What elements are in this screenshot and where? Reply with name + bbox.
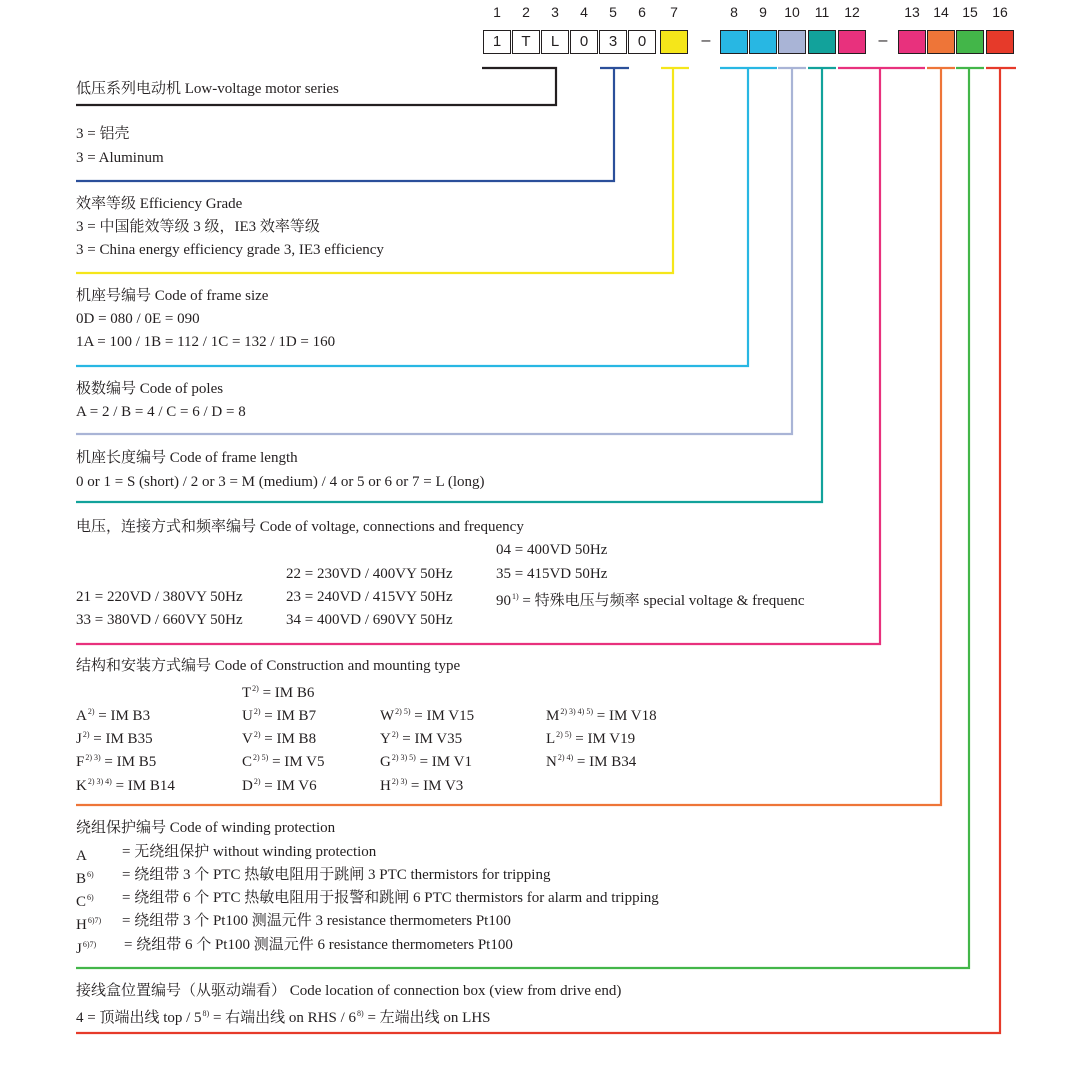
mounting-code: $D^{2)}$ = IM V6 bbox=[242, 777, 317, 794]
separator-dash: – bbox=[878, 32, 888, 49]
mounting-code: $J^{2)}$ = IM B35 bbox=[76, 730, 153, 747]
poles-line: A = 2 / B = 4 / C = 6 / D = 8 bbox=[76, 404, 246, 420]
position-6: 6 bbox=[638, 4, 646, 20]
code-cell-2: T bbox=[512, 30, 540, 54]
code-cell-4: 0 bbox=[570, 30, 598, 54]
position-10: 10 bbox=[784, 4, 800, 20]
mounting-code: $G^{2) 3) 5)}$ = IM V1 bbox=[380, 753, 472, 770]
winding-code-desc: = 绕组带 3 个 Pt100 测温元件 3 resistance thermometers Pt100 bbox=[122, 913, 511, 929]
mounting-code: $K^{2) 3) 4)}$ = IM B14 bbox=[76, 777, 175, 794]
frame-size-line-1: 0D = 080 / 0E = 090 bbox=[76, 311, 200, 327]
position-8: 8 bbox=[730, 4, 738, 20]
poles-title: 极数编号 Code of poles bbox=[76, 381, 224, 397]
winding-code-desc: = 绕组带 3 个 PTC 热敏电阻用于跳闸 3 PTC thermistors for tripping bbox=[122, 867, 551, 883]
code-cell-6: 0 bbox=[628, 30, 656, 54]
mounting-code: $T^{2)}$ = IM B6 bbox=[242, 684, 315, 701]
voltage-code: 23 = 240VD / 415VY 50Hz bbox=[286, 589, 453, 605]
position-13: 13 bbox=[904, 4, 920, 20]
position-3: 3 bbox=[551, 4, 559, 20]
voltage-code-special: $90^{1)}$ = 特殊电压与频率 special voltage & frequenc bbox=[496, 592, 805, 609]
mounting-code: $L^{2) 5)}$ = IM V19 bbox=[546, 730, 636, 747]
mounting-code: $Y^{2)}$ = IM V35 bbox=[380, 730, 463, 747]
mounting-code: $M^{2) 3) 4) 5)}$ = IM V18 bbox=[546, 707, 657, 724]
mounting-code: $U^{2)}$ = IM B7 bbox=[242, 707, 317, 724]
position-12: 12 bbox=[844, 4, 860, 20]
winding-code-key: $H^{6)7)}$ bbox=[76, 916, 102, 933]
mounting-code: $H^{2) 3)}$ = IM V3 bbox=[380, 777, 464, 794]
series-label: 低压系列电动机 Low-voltage motor series bbox=[76, 81, 339, 97]
frame-size-line-2: 1A = 100 / 1B = 112 / 1C = 132 / 1D = 160 bbox=[76, 334, 336, 350]
mounting-code: $N^{2) 4)}$ = IM B34 bbox=[546, 753, 637, 770]
frame-length-title: 机座长度编号 Code of frame length bbox=[76, 450, 298, 466]
winding-code-key: A bbox=[76, 848, 87, 864]
winding-code-key: $J^{6)7)}$ bbox=[76, 940, 97, 957]
voltage-code: 35 = 415VD 50Hz bbox=[496, 566, 608, 582]
frame-size-title: 机座号编号 Code of frame size bbox=[76, 288, 269, 304]
mounting-code: $C^{2) 5)}$ = IM V5 bbox=[242, 753, 325, 770]
winding-code-key: $C^{6)}$ bbox=[76, 893, 94, 910]
position-2: 2 bbox=[522, 4, 530, 20]
position-11: 11 bbox=[814, 4, 830, 20]
frame-length-line: 0 or 1 = S (short) / 2 or 3 = M (medium) / 4 or 5 or 6 or 7 = L (long) bbox=[76, 474, 485, 490]
connection-box-line: 4 = 顶端出线 top / $5^{8)}$ = 右端出线 on RHS / $6^{8)}$ = 左端出线 on LHS bbox=[76, 1009, 491, 1026]
mounting-code: $V^{2)}$ = IM B8 bbox=[242, 730, 317, 747]
mounting-code: $A^{2)}$ = IM B3 bbox=[76, 707, 151, 724]
line-construction bbox=[76, 68, 955, 805]
line-frame-length bbox=[76, 68, 836, 502]
position-14: 14 bbox=[933, 4, 949, 20]
winding-code-key: $B^{6)}$ bbox=[76, 870, 94, 887]
efficiency-title: 效率等级 Efficiency Grade bbox=[76, 196, 243, 212]
position-15: 15 bbox=[962, 4, 978, 20]
winding-code-desc: = 绕组带 6 个 PTC 热敏电阻用于报警和跳闸 6 PTC thermistors for alarm and tripping bbox=[122, 890, 659, 906]
position-4: 4 bbox=[580, 4, 588, 20]
efficiency-line-cn: 3 = 中国能效等级 3 级，IE3 效率等级 bbox=[76, 219, 320, 235]
voltage-code: 22 = 230VD / 400VY 50Hz bbox=[286, 566, 453, 582]
winding-code-desc: = 无绕组保护 without winding protection bbox=[122, 844, 377, 860]
position-1: 1 bbox=[493, 4, 501, 20]
code-cell-1: 1 bbox=[483, 30, 511, 54]
position-5: 5 bbox=[609, 4, 617, 20]
winding-code-desc: = 绕组带 6 个 Pt100 测温元件 6 resistance thermometers Pt100 bbox=[124, 937, 513, 953]
mounting-code: $F^{2) 3)}$ = IM B5 bbox=[76, 753, 157, 770]
connection-box-title: 接线盒位置编号（从驱动端看） Code location of connection box (view from drive end) bbox=[76, 983, 622, 999]
aluminum-line-cn: 3 = 铝壳 bbox=[76, 126, 130, 142]
voltage-code: 34 = 400VD / 690VY 50Hz bbox=[286, 612, 453, 628]
efficiency-line-en: 3 = China energy efficiency grade 3, IE3 efficiency bbox=[76, 242, 384, 258]
position-9: 9 bbox=[759, 4, 767, 20]
position-16: 16 bbox=[992, 4, 1008, 20]
voltage-code: 33 = 380VD / 660VY 50Hz bbox=[76, 612, 243, 628]
aluminum-line-en: 3 = Aluminum bbox=[76, 150, 164, 166]
code-cell-3: L bbox=[541, 30, 569, 54]
separator-dash: – bbox=[701, 32, 711, 49]
construction-title: 结构和安装方式编号 Code of Construction and mounting type bbox=[76, 658, 461, 674]
voltage-title: 电压，连接方式和频率编号 Code of voltage, connections and frequency bbox=[76, 519, 524, 535]
voltage-code: 04 = 400VD 50Hz bbox=[496, 542, 608, 558]
mounting-code: $W^{2) 5)}$ = IM V15 bbox=[380, 707, 475, 724]
winding-title: 绕组保护编号 Code of winding protection bbox=[76, 820, 336, 836]
position-7: 7 bbox=[670, 4, 678, 20]
voltage-code: 21 = 220VD / 380VY 50Hz bbox=[76, 589, 243, 605]
code-cell-5: 3 bbox=[599, 30, 627, 54]
